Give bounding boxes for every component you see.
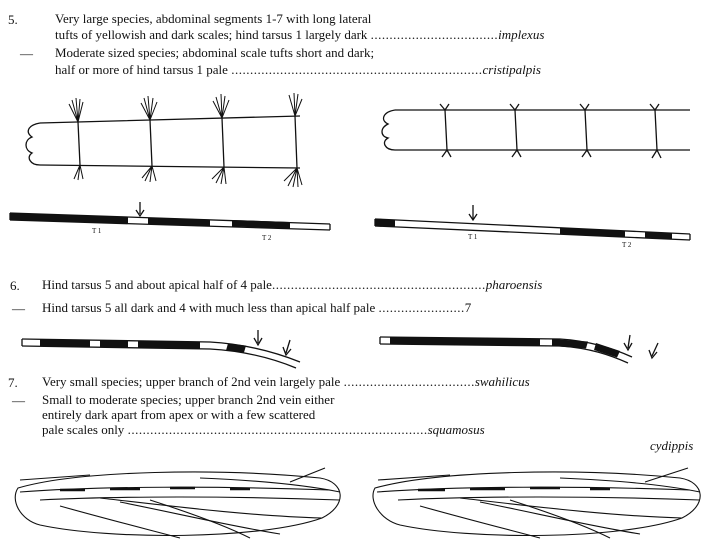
couplet-7b-line-1: Small to moderate species; upper branch 2nd vein either (42, 392, 335, 407)
abdomen-figure-left (26, 93, 302, 187)
couplet-5b-line-2: half or more of hind tarsus 1 pale ...................................................................cristipalpis (55, 62, 541, 77)
couplet-7b-line-2: entirely dark apart from apex or with a few scattered (42, 407, 316, 422)
leader-dots: ......................................................... (271, 277, 486, 292)
hind-tarsus-figure-right (375, 205, 690, 240)
tarsus-label-left-2: T 2 (262, 234, 272, 242)
leader-dots: .................................. (370, 27, 499, 42)
couplet-5-number: 5. (8, 12, 18, 27)
wing-figure-right (373, 468, 700, 538)
abdomen-figure-right (382, 104, 690, 158)
couplet-5a-line-2: tufts of yellowish and dark scales; hind tarsus 1 largely dark ..................................implexus (55, 27, 545, 42)
couplet-7-number: 7. (8, 375, 18, 390)
leader-dots: ................................... (343, 374, 475, 389)
tarsus-label-right-2: T 2 (622, 241, 632, 249)
couplet-5b-dash: — (20, 46, 33, 61)
wing-figure-left (15, 468, 340, 538)
couplet-6b-line: Hind tarsus 5 all dark and 4 with much less than apical half pale .......................7 (42, 300, 472, 315)
tarsus-label-right-1: T 1 (468, 233, 478, 241)
couplet-5a-result: implexus (498, 27, 545, 42)
tarsus-figure-6-left (22, 330, 300, 368)
leader-dots: ................................................................... (231, 62, 483, 77)
couplet-6b-result: 7 (464, 300, 472, 315)
couplet-7b-result: squamosus (427, 422, 485, 437)
couplet-5b-result: cristipalpis (482, 62, 541, 77)
couplet-7a-line: Very small species; upper branch of 2nd vein largely pale ...................................swahilicus (42, 374, 530, 389)
couplet-6a-line: Hind tarsus 5 and about apical half of 4 pale.........................................................pharoensis (42, 277, 543, 292)
couplet-5a-line-1: Very large species, abdominal segments 1-7 with long lateral (55, 11, 372, 26)
couplet-5b-line-1: Moderate sized species; abdominal scale tufts short and dark; (55, 45, 375, 60)
couplet-7a-result: swahilicus (474, 374, 530, 389)
couplet-6-number: 6. (10, 278, 20, 293)
couplet-7b-result-2: cydippis (650, 438, 694, 453)
tarsus-label-left-1: T 1 (92, 227, 102, 235)
couplet-7b-dash: — (12, 393, 25, 408)
couplet-6a-result: pharoensis (485, 277, 543, 292)
leader-dots: ................................................................................ (127, 422, 428, 437)
couplet-6b-dash: — (12, 301, 25, 316)
couplet-7b-line-3: pale scales only ................................................................................squamosus (42, 422, 485, 437)
leader-dots: ....................... (378, 300, 465, 315)
